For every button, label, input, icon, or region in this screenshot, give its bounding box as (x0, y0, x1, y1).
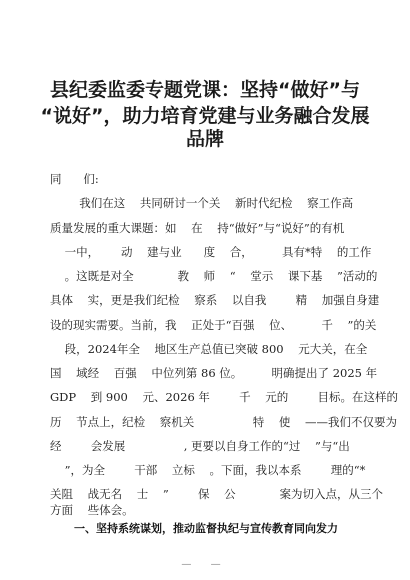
body-line: ”，为全 干部 立标 。下面，我以本系 理的“* (50, 463, 366, 477)
body-line: 设的现实需要。当前，我 正处于“百强 位、 千 ”的关 (50, 318, 377, 332)
body-line: 方面 些体会。 (50, 503, 134, 517)
body-line: 。这既是对全 教 师 “ 堂示 课下基 ”活动的 (50, 269, 378, 283)
document-title-line-1: 县纪委监委专题党课：坚持“做好”与 (50, 79, 360, 101)
body-line: 段，2024年全 地区生产总值已突破 800 元大关，在全 (50, 342, 368, 356)
body-line: 关阻 战无名 士 ” 保 公 案为切入点，从三个 (50, 487, 383, 501)
body-line: 一中， 动 建与业 度 合， 具有*特 的工作 (50, 245, 372, 259)
body-line: 质量发展的重大课题：如 在 持“做好”与“说好”的有机 (50, 221, 345, 235)
section-heading: 一、坚持系统谋划，推动监督执纪与宣传教育同向发力 (74, 522, 338, 535)
salutation: 同 们: (50, 172, 99, 186)
body-line: 国 域经 百强 中位列第 86 位。 明确提出了 2025 年 (50, 366, 378, 380)
page-footer: — — (181, 559, 229, 570)
body-line: 我们在这 共同研讨一个关 新时代纪检 察工作高 (50, 196, 354, 210)
body-line: GDP 到 900 元、2026 年 千 元的 目标。在这样的 (50, 390, 399, 404)
document-title-line-3: 品牌 (185, 128, 224, 150)
body-line: 具体 实，更是我们纪检 察系 以自我 精 加强自身建 (50, 293, 380, 307)
document-title-line-2: “说好”，助力培育党建与业务融合发展 (40, 105, 370, 127)
body-line: 历 节点上，纪检 察机关 特 使 ——我们不仅要为 (50, 415, 397, 429)
body-line: 经 会发展 , 更要以自身工作的“过 ”与“出 (50, 439, 350, 453)
